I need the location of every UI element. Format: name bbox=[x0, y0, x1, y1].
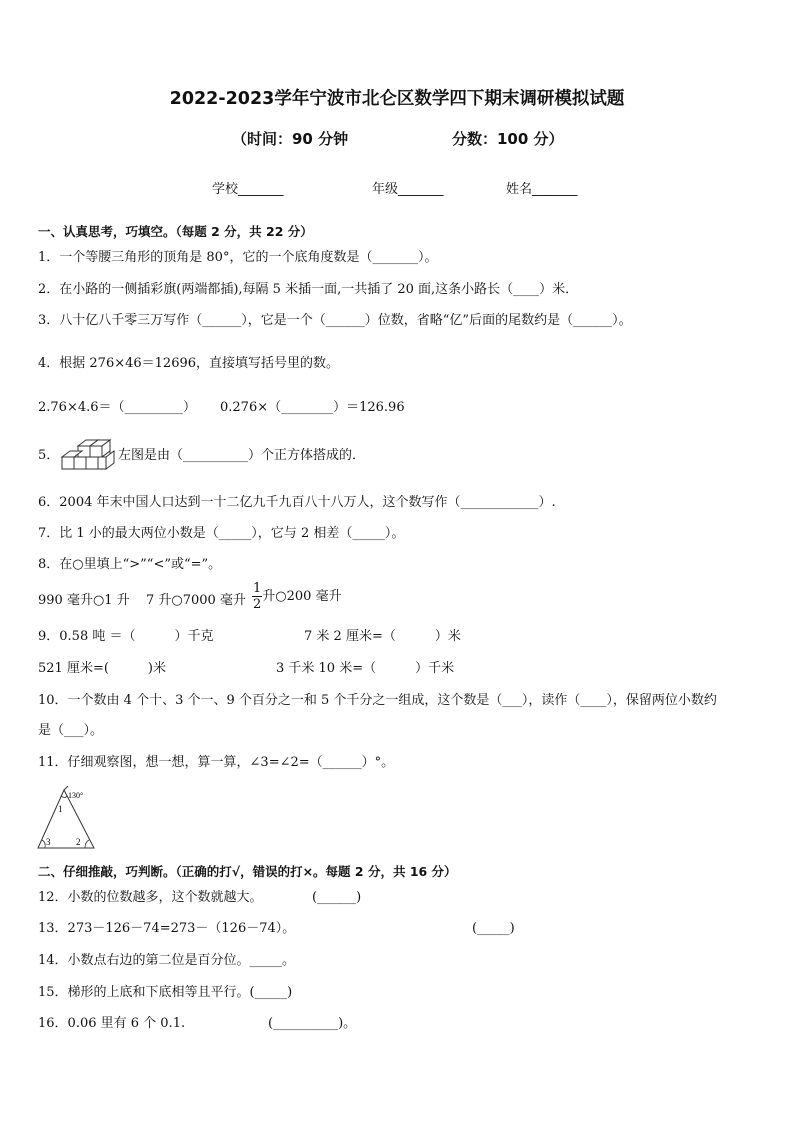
question-10-line2: 是（___）。 bbox=[38, 723, 104, 738]
cube-stack-figure bbox=[58, 436, 120, 476]
angle-3-label: 3 bbox=[46, 837, 51, 847]
question-8b: 7 升○7000 毫升 bbox=[146, 593, 246, 608]
question-12: 12．小数的位数越多，这个数就越大。 bbox=[38, 890, 263, 905]
question-5-text: 左图是由（__________）个正方体搭成的． bbox=[118, 448, 366, 463]
section2-heading: 二、仔细推敲，巧判断。（正确的打√，错误的打×。每题 2 分，共 16 分） bbox=[38, 864, 457, 879]
question-16: 16．0.06 里有 6 个 0.1. bbox=[38, 1016, 186, 1031]
question-5-number: 5． bbox=[38, 448, 60, 463]
question-9d: 3 千米 10 米=（ ）千米 bbox=[276, 661, 455, 676]
question-16-answer: (__________)。 bbox=[268, 1016, 357, 1031]
question-11: 11．仔细观察图，想一想，算一算，∠3=∠2=（______）°。 bbox=[38, 755, 395, 770]
fraction-one-half: $\frac{1}{2}$ bbox=[253, 581, 262, 612]
question-10-line1: 10．一个数由 4 个十、3 个一、9 个百分之一和 5 个千分之一组成，这个数是（___），读作（____），保留两位小数约 bbox=[38, 693, 717, 708]
question-4b: 0.276×（________）＝126.96 bbox=[220, 400, 405, 415]
question-8c: $\frac{1}{2}$ 升○200 毫升 bbox=[253, 581, 342, 612]
score-label: 分数：100 分） bbox=[452, 130, 564, 148]
question-2: 2．在小路的一侧插彩旗(两端都插),每隔 5 米插一面,一共插了 20 面,这条小路长（____）米． bbox=[38, 282, 579, 297]
question-1: 1．一个等腰三角形的顶角是 80°，它的一个底角度数是（_______）。 bbox=[38, 250, 438, 265]
question-7: 7．比 1 小的最大两位小数是（_____），它与 2 相差（_____）。 bbox=[38, 526, 405, 541]
angle-1-label: 1 bbox=[58, 804, 63, 814]
time-label: （时间：90 分钟 bbox=[232, 130, 349, 148]
question-3: 3．八十亿八千零三万写作（______），它是一个（______）位数，省略“亿”后面的尾数约是（______）。 bbox=[38, 313, 632, 328]
question-8: 8．在○里填上“>”“<”或“=”。 bbox=[38, 557, 222, 572]
question-4: 4．根据 276×46＝12696，直接填写括号里的数。 bbox=[38, 356, 340, 371]
question-14: 14．小数点右边的第二位是百分位。_____。 bbox=[38, 953, 296, 968]
question-6: 6．2004 年末中国人口达到一十二亿九千九百八十八万人，这个数写作（____________）. bbox=[38, 495, 556, 510]
question-15: 15．梯形的上底和下底相等且平行。(_____) bbox=[38, 985, 293, 1000]
question-13-answer: (_____) bbox=[472, 921, 515, 936]
name-field: 姓名_______ bbox=[506, 182, 578, 197]
angle-2-label: 2 bbox=[76, 837, 81, 847]
grade-field: 年级_______ bbox=[372, 182, 444, 197]
question-12-answer: (______) bbox=[312, 890, 362, 905]
triangle-figure bbox=[34, 786, 104, 852]
school-field: 学校_______ bbox=[212, 182, 284, 197]
question-8a: 990 毫升○1 升 bbox=[38, 593, 130, 608]
section1-heading: 一、认真思考，巧填空。（每题 2 分，共 22 分） bbox=[38, 224, 313, 239]
question-13: 13．273－126－74=273－（126－74）。 bbox=[38, 921, 296, 936]
question-9a: 9．0.58 吨 ＝（ ）千克 bbox=[38, 629, 214, 644]
question-9b: 7 米 2 厘米=（ ）米 bbox=[304, 629, 461, 644]
question-4a: 2.76×4.6＝（_________） bbox=[38, 400, 197, 415]
triangle-angle-label: 130° bbox=[68, 791, 84, 800]
question-9c: 521 厘米=( )米 bbox=[38, 661, 166, 676]
page-title: 2022-2023学年宁波市北仑区数学四下期末调研模拟试题 bbox=[169, 89, 625, 109]
